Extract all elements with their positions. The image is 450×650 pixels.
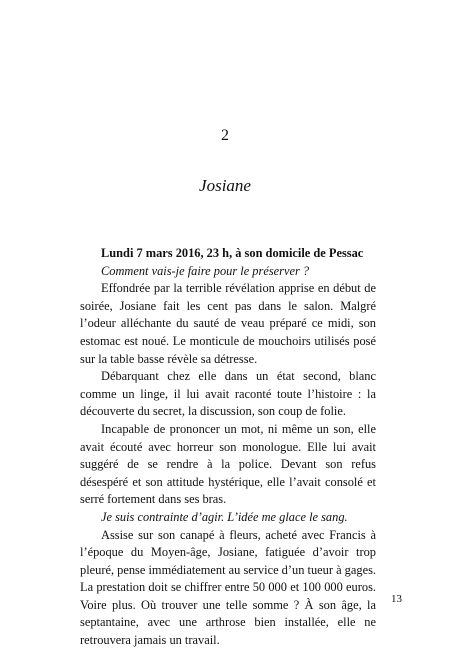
- inner-thought: Je suis contrainte d’agir. L’idée me glace le sang.: [101, 509, 348, 524]
- paragraph: Assise sur son canapé à fleurs, acheté avec Francis à l’époque du Moyen-âge, Josiane, fatiguée d’avoir trop pleuré, pense immédiatement au service d’un tueur à gages. La prestation doit se chiffrer entre 50 000 et 100 000 euros. Voire plus. Où trouver une telle somme ? À son âge, la septantaine, avec une arthrose bien installée, elle ne retrouvera jamais un travail.: [80, 527, 376, 648]
- inner-thought: Comment vais-je faire pour le préserver ?: [101, 263, 310, 278]
- paragraph: Débarquant chez elle dans un état second, blanc comme un linge, il lui avait raconté toute l’histoire : la découverte du secret, la discussion, son coup de folie.: [80, 369, 376, 419]
- paragraph: Effondrée par la terrible révélation apprise en début de soirée, Josiane fait les cent pas dans le salon. Malgré l’odeur alléchante du sauté de veau préparé ce midi, son estomac est noué. Le monticule de mouchoirs utilisés posé sur la table basse révèle sa détresse.: [80, 281, 376, 366]
- chapter-title: Josiane: [199, 176, 251, 195]
- chapter-number: 2: [221, 127, 229, 144]
- paragraph: Incapable de prononcer un mot, ni même un son, elle avait écouté avec horreur son monologue. Elle lui avait suggéré de se rendre à la police. Devant son refus désespéré et son attitude hystérique, elle l’avait consolé et serré fortement dans ses bras.: [80, 421, 376, 507]
- chapter-body: [80, 245, 376, 650]
- page-number: 13: [391, 593, 402, 605]
- scene-heading: Lundi 7 mars 2016, 23 h, à son domicile de Pessac: [101, 246, 364, 260]
